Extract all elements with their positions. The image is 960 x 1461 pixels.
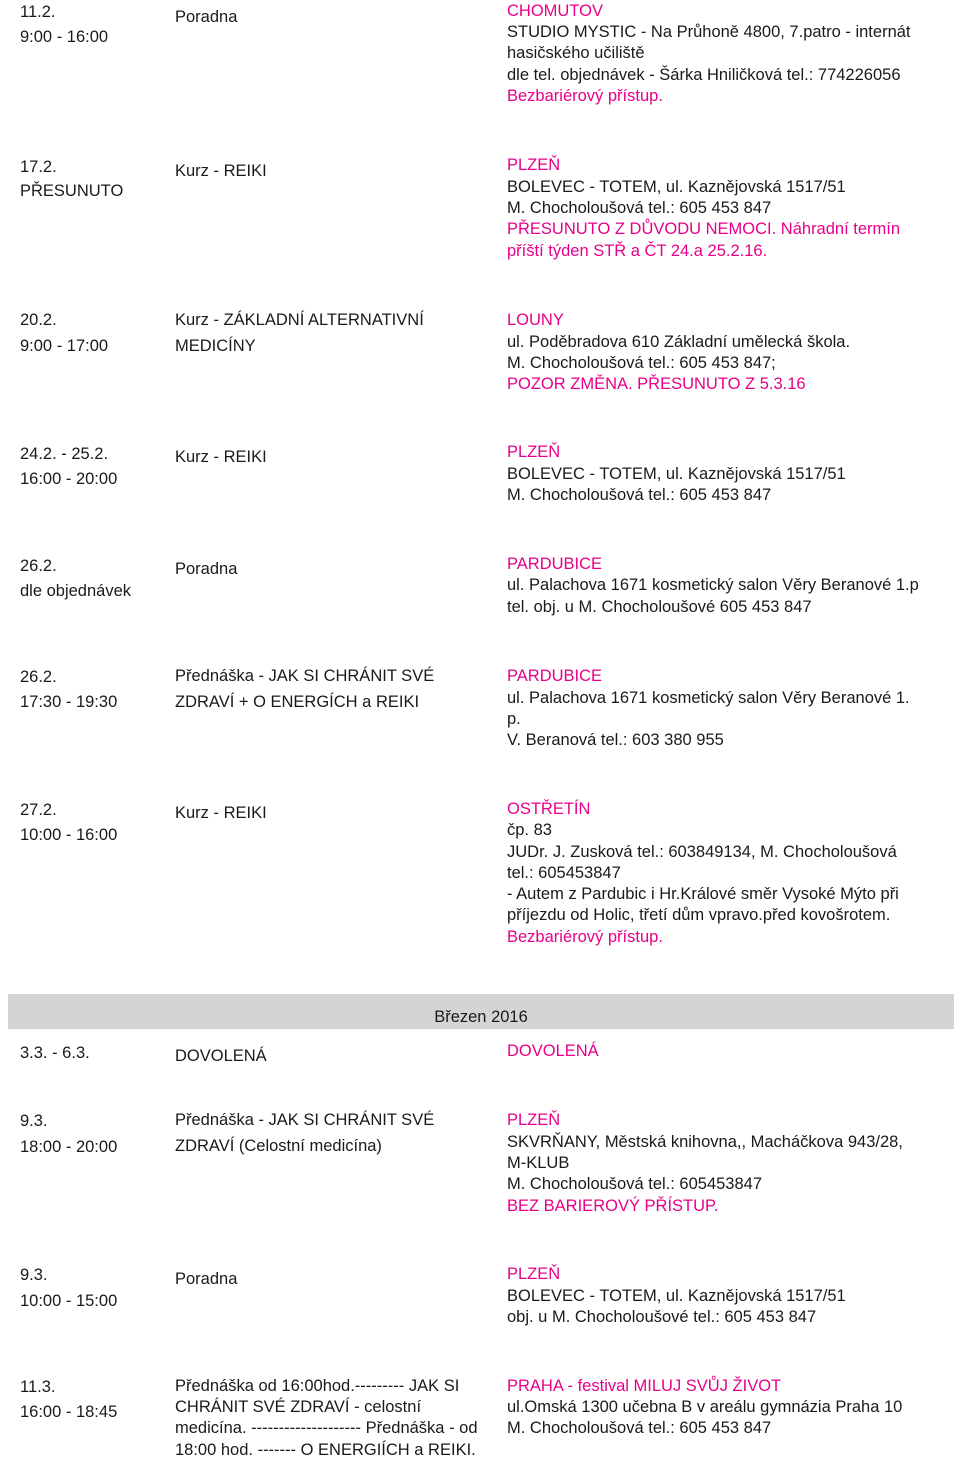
event-type: Poradna <box>175 560 238 578</box>
event-type: Kurz - REIKI <box>175 162 267 180</box>
event-detail-line: JUDr. J. Zusková tel.: 603849134, M. Chocholoušová <box>507 843 897 861</box>
event-type: MEDICÍNY <box>175 337 256 355</box>
event-time: 10:00 - 15:00 <box>20 1292 118 1310</box>
event-type: Přednáška od 16:00hod.--------- JAK SI <box>175 1377 460 1395</box>
event-detail-line: BOLEVEC - TOTEM, ul. Kaznějovská 1517/51 <box>507 178 846 196</box>
event-city: PLZEŇ <box>507 156 561 174</box>
event-date: 11.3. <box>20 1378 56 1396</box>
event-date: 26.2. <box>20 668 57 686</box>
event-detail-line: tel.: 605453847 <box>507 864 621 882</box>
event-detail-line: PŘESUNUTO Z DŮVODU NEMOCI. Náhradní termín <box>507 220 901 238</box>
event-time: 18:00 - 20:00 <box>20 1138 118 1156</box>
event-date: 9.3. <box>20 1266 48 1284</box>
event-type: Přednáška - JAK SI CHRÁNIT SVÉ <box>175 1111 435 1129</box>
event-detail-line: M. Chocholoušová tel.: 605453847 <box>507 1175 763 1193</box>
event-detail-line: dle tel. objednávek - Šárka Hniličková tel.: 774226056 <box>507 66 901 84</box>
event-time: 17:30 - 19:30 <box>20 693 118 711</box>
event-time: 9:00 - 16:00 <box>20 28 109 46</box>
event-type: DOVOLENÁ <box>175 1047 267 1065</box>
event-detail-line: hasičského učiliště <box>507 44 645 62</box>
event-detail-line: M. Chocholoušová tel.: 605 453 847 <box>507 1419 772 1437</box>
event-city: CHOMUTOV <box>507 2 603 20</box>
event-detail-line: ul.Omská 1300 učebna B v areálu gymnázia Praha 10 <box>507 1398 903 1416</box>
event-detail-line: M. Chocholoušová tel.: 605 453 847; <box>507 354 776 372</box>
event-detail-line: Bezbariérový přístup. <box>507 87 663 105</box>
event-city: PARDUBICE <box>507 555 603 573</box>
event-detail-line: BOLEVEC - TOTEM, ul. Kaznějovská 1517/51 <box>507 465 846 483</box>
event-type: Přednáška - JAK SI CHRÁNIT SVÉ <box>175 667 435 685</box>
event-date: 26.2. <box>20 557 57 575</box>
event-type: ZDRAVÍ (Celostní medicína) <box>175 1137 382 1155</box>
event-time: 10:00 - 16:00 <box>20 826 118 844</box>
event-city: PLZEŇ <box>507 1111 561 1129</box>
event-detail-line: ul. Poděbradova 610 Základní umělecká škola. <box>507 333 851 351</box>
event-detail-line: příjezdu od Holic, třetí dům vpravo.před kovošrotem. <box>507 906 891 924</box>
event-date: 24.2. - 25.2. <box>20 445 109 463</box>
month-header: Březen 2016 <box>434 1008 528 1026</box>
event-type: 18:00 hod. ------- O ENERGIÍCH a REIKI. <box>175 1441 476 1459</box>
event-detail-line: V. Beranová tel.: 603 380 955 <box>507 731 724 749</box>
event-date: 20.2. <box>20 311 57 329</box>
event-date: 11.2. <box>20 3 56 21</box>
event-detail-line: STUDIO MYSTIC - Na Průhoně 4800, 7.patro - internát <box>507 23 911 41</box>
event-detail-line: BEZ BARIEROVÝ PŘÍSTUP. <box>507 1197 719 1215</box>
event-type: medicína. -------------------- Přednáška - od <box>175 1419 478 1437</box>
event-detail-line: obj. u M. Chocholoušové tel.: 605 453 847 <box>507 1308 817 1326</box>
event-detail-line: příští týden STŘ a ČT 24.a 25.2.16. <box>507 242 768 260</box>
event-city: PLZEŇ <box>507 443 561 461</box>
event-detail-line: BOLEVEC - TOTEM, ul. Kaznějovská 1517/51 <box>507 1287 846 1305</box>
event-detail-line: M-KLUB <box>507 1154 570 1172</box>
month-header-bar <box>8 994 954 1029</box>
event-detail-line: ul. Palachova 1671 kosmetický salon Věry Beranové 1. <box>507 689 910 707</box>
event-time: 16:00 - 18:45 <box>20 1403 118 1421</box>
event-type: ZDRAVÍ + O ENERGÍCH a REIKI <box>175 693 420 711</box>
event-detail-line: tel. obj. u M. Chocholoušové 605 453 847 <box>507 598 812 616</box>
event-city: LOUNY <box>507 311 564 329</box>
event-time: dle objednávek <box>20 582 132 600</box>
event-type: Poradna <box>175 1270 238 1288</box>
event-detail-line: ul. Palachova 1671 kosmetický salon Věry Beranové 1.p <box>507 576 919 594</box>
event-type: Kurz - ZÁKLADNÍ ALTERNATIVNÍ <box>175 311 424 329</box>
event-detail-line: p. <box>507 710 521 728</box>
event-type: Kurz - REIKI <box>175 448 267 466</box>
event-date: 27.2. <box>20 801 57 819</box>
event-city: OSTŘETÍN <box>507 800 591 818</box>
event-date: 9.3. <box>20 1112 48 1130</box>
event-city: PRAHA - festival MILUJ SVŮJ ŽIVOT <box>507 1377 782 1395</box>
event-detail-line: Bezbariérový přístup. <box>507 928 663 946</box>
event-detail-line: M. Chocholoušová tel.: 605 453 847 <box>507 199 772 217</box>
event-type: Kurz - REIKI <box>175 804 267 822</box>
event-detail-line: M. Chocholoušová tel.: 605 453 847 <box>507 486 772 504</box>
event-detail-line: čp. 83 <box>507 821 552 839</box>
event-city: PLZEŇ <box>507 1265 561 1283</box>
event-detail-line: POZOR ZMĚNA. PŘESUNUTO Z 5.3.16 <box>507 375 806 393</box>
event-detail-line: SKVRŇANY, Městská knihovna,, Macháčkova 943/28, <box>507 1133 903 1151</box>
event-city: DOVOLENÁ <box>507 1042 599 1060</box>
event-type: Poradna <box>175 8 238 26</box>
event-date: 3.3. - 6.3. <box>20 1044 90 1062</box>
event-city: PARDUBICE <box>507 667 603 685</box>
event-time: 9:00 - 17:00 <box>20 337 109 355</box>
event-time: PŘESUNUTO <box>20 182 124 200</box>
event-time: 16:00 - 20:00 <box>20 470 118 488</box>
event-date: 17.2. <box>20 158 57 176</box>
event-type: CHRÁNIT SVÉ ZDRAVÍ - celostní <box>175 1398 422 1416</box>
event-detail-line: - Autem z Pardubic i Hr.Králové směr Vysoké Mýto při <box>507 885 899 903</box>
